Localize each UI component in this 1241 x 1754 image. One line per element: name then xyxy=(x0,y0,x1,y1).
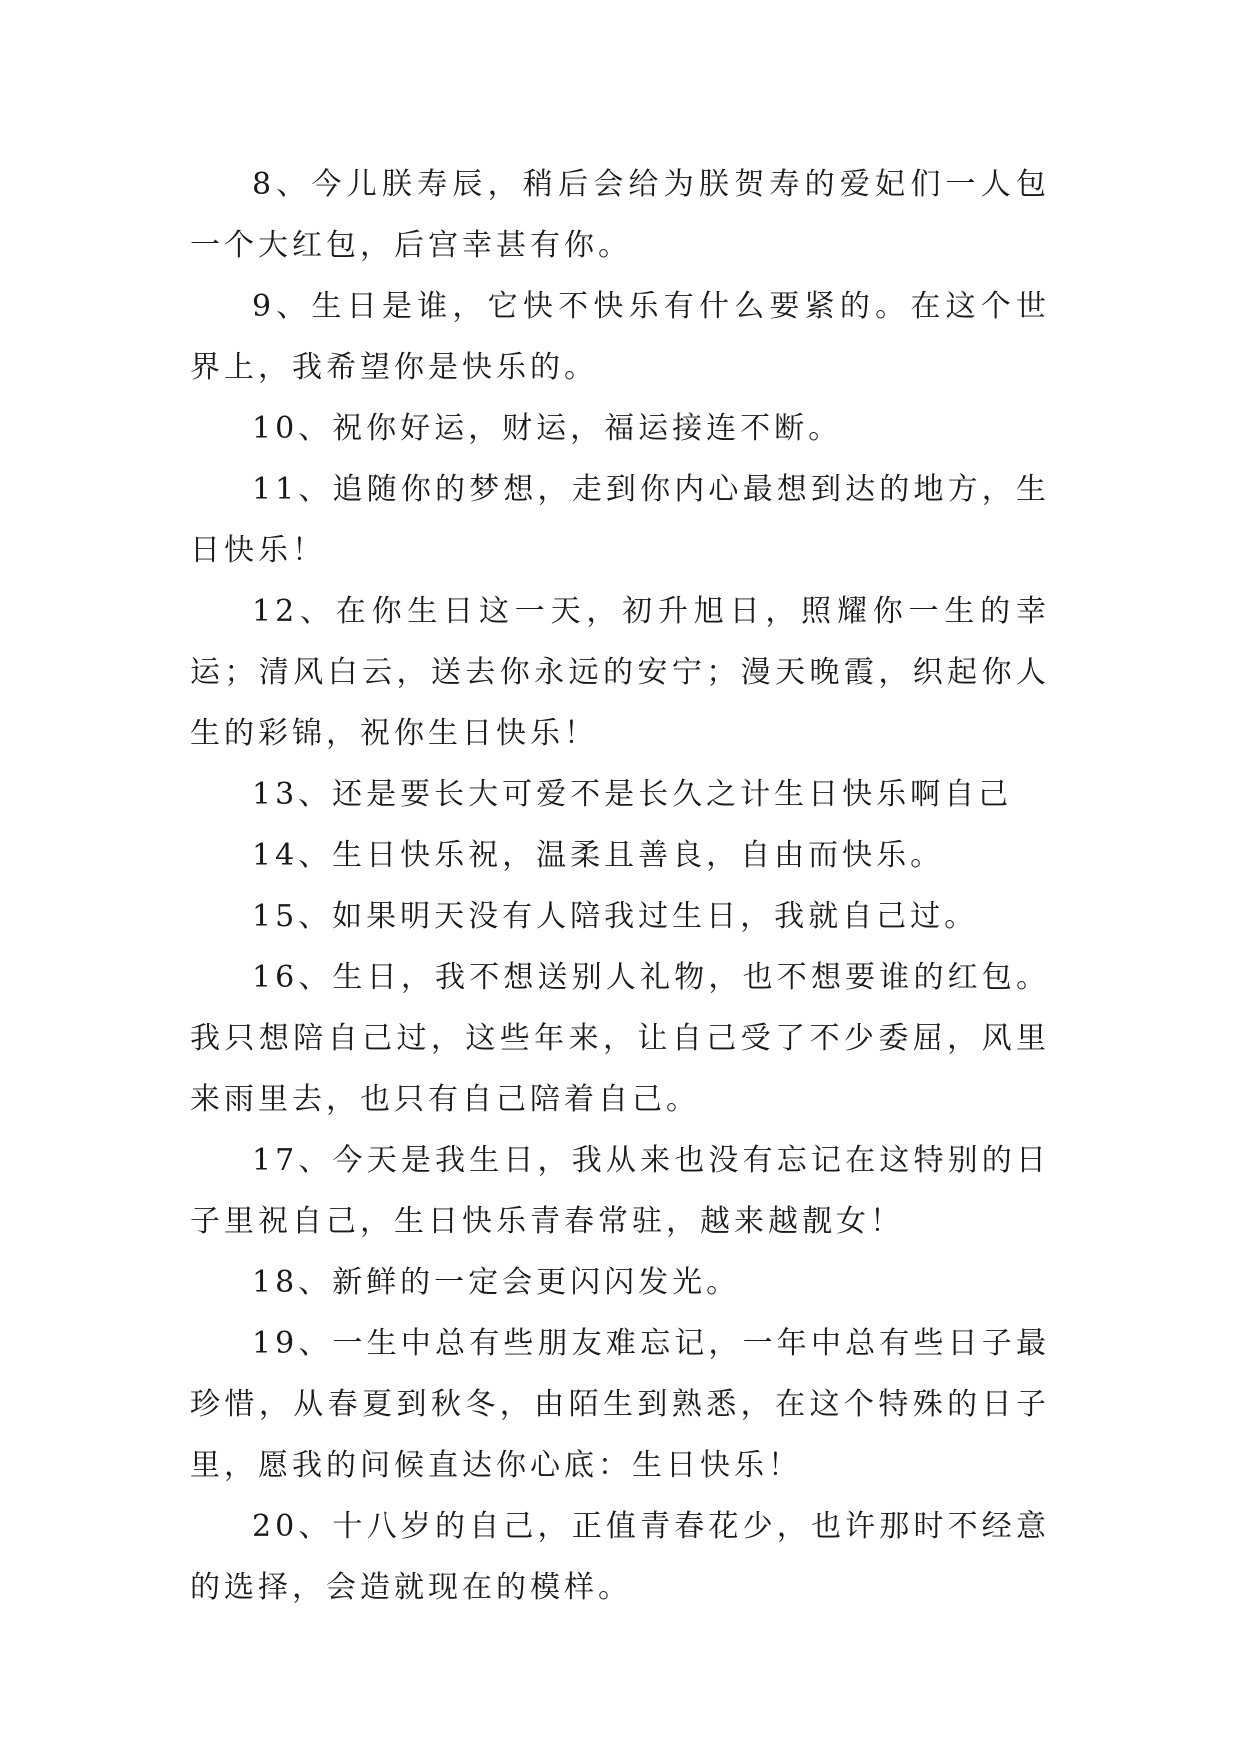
document-body xyxy=(190,154,1050,1618)
paragraph-10: 10、祝你好运，财运，福运接连不断。 xyxy=(252,411,843,446)
paragraph-19: 19、一生中总有些朋友难忘记，一年中总有些日子最珍惜，从春夏到秋冬，由陌生到熟悉，在这个特殊的日子里，愿我的问候直达你心底：生日快乐！ xyxy=(190,1326,1050,1483)
paragraph-8: 8、今儿朕寿辰，稍后会给为朕贺寿的爱妃们一人包一个大红包，后宫幸甚有你。 xyxy=(190,167,1050,263)
paragraph-18: 18、新鲜的一定会更闪闪发光。 xyxy=(252,1265,741,1300)
paragraph-15: 15、如果明天没有人陪我过生日，我就自己过。 xyxy=(252,899,979,934)
paragraph-12: 12、在你生日这一天，初升旭日，照耀你一生的幸运；清风白云，送去你永远的安宁；漫天晚霞，织起你人生的彩锦，祝你生日快乐！ xyxy=(190,594,1050,751)
paragraph-14: 14、生日快乐祝，温柔且善良，自由而快乐。 xyxy=(252,838,945,873)
paragraph-16: 16、生日，我不想送别人礼物，也不想要谁的红包。我只想陪自己过，这些年来，让自己受了不少委屈，风里来雨里去，也只有自己陪着自己。 xyxy=(190,960,1050,1117)
paragraph-13: 13、还是要长大可爱不是长久之计生日快乐啊自己 xyxy=(252,777,1013,812)
paragraph-20: 20、十八岁的自己，正值青春花少，也许那时不经意的选择，会造就现在的模样。 xyxy=(190,1509,1050,1605)
paragraph-9: 9、生日是谁，它快不快乐有什么要紧的。在这个世界上，我希望你是快乐的。 xyxy=(190,289,1050,385)
paragraph-17: 17、今天是我生日，我从来也没有忘记在这特别的日子里祝自己，生日快乐青春常驻，越来越靓女！ xyxy=(190,1143,1050,1239)
paragraph-11: 11、追随你的梦想，走到你内心最想到达的地方，生日快乐！ xyxy=(190,472,1050,568)
